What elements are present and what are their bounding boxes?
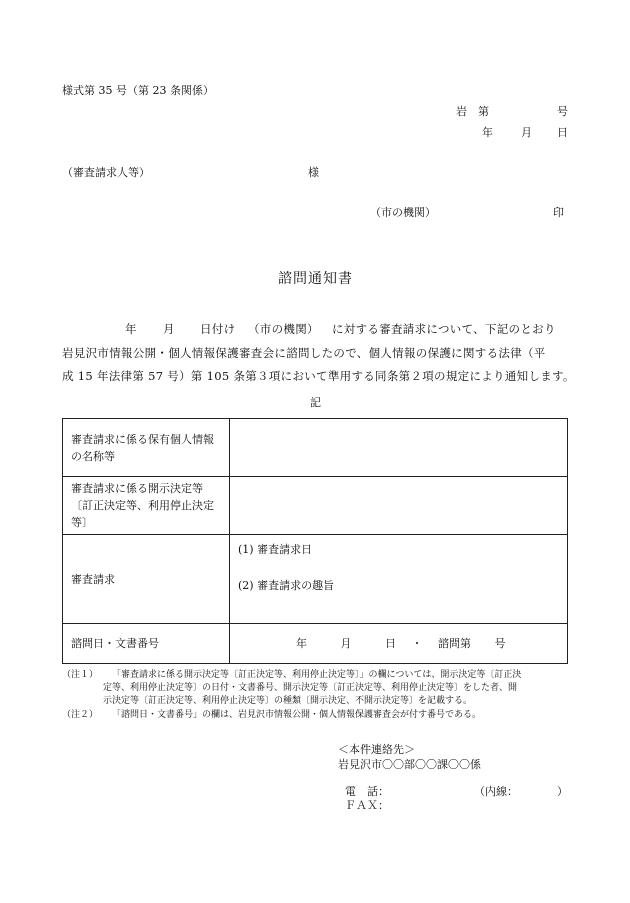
row-value-info-name [230,419,568,477]
contact-extension-label: （内線： [474,785,518,798]
ki-heading: 記 [310,396,321,409]
table-row [63,535,568,624]
request-date-item: (1) 審査請求日 [238,543,313,556]
contact-department: 岩見沢市〇〇部〇〇課〇〇係 [338,758,481,771]
body-line1-rest: に対する審査請求について、下記のとおり [332,322,556,336]
table-row [63,477,568,535]
doc-number-prefix: 岩 第 [456,105,489,118]
date-day: 日 [557,126,568,139]
inquiry-month: 月 [340,637,352,650]
row-value-disclosure-decision [230,477,568,535]
page-title: 諮問通知書 [278,271,353,287]
contact-heading: ＜本件連絡先＞ [338,743,415,756]
addressee-name: （審査請求人等） [62,166,150,179]
row-label-info-name: 審査請求に係る保有個人情報の名称等 [63,419,230,477]
note2-tag: （注２） [62,710,99,720]
body-line2: 岩見沢市情報公開・個人情報保護審査会に諮問したので、個人情報の保護に関する法律（平 [62,346,546,360]
date-month: 月 [521,126,532,139]
body-month: 月 [163,322,175,336]
doc-number-suffix: 号 [557,105,568,118]
row-label-disclosure-decision: 審査請求に係る開示決定等〔訂正決定等、利用停止決定等〕 [63,477,230,535]
table-row [63,419,568,477]
note2-text: 「諮問日・文書番号」の欄は、岩見沢市情報公開・個人情報保護審査会が付す番号である。 [112,710,482,720]
row-value-inquiry-date [230,624,568,664]
body-year: 年 [125,322,137,336]
note1-line3: 示決定等〔訂正決定等、利用停止決定等〕の種類〔開示決定、不開示決定等〕を記載する。 [103,696,473,706]
body-line3: 成 15 年法律第 57 号）第 105 条第３項において準用する同条第２項の規定により通知します。 [62,369,575,383]
date-year: 年 [482,126,493,139]
row-label-request: 審査請求 [63,535,230,624]
inquiry-year: 年 [296,637,307,650]
note1-tag: （注１） [62,670,99,680]
contact-fax-label: ＦＡＸ： [345,799,389,812]
form-number: 様式第 35 号（第 23 条関係） [62,84,214,97]
row-value-request [230,535,568,624]
body-organ: （市の機関） [248,322,319,336]
request-table [62,418,568,664]
note1-line2: 定等、利用停止決定等〕の日付・文書番号、開示決定等〔訂正決定等、利用停止決定等〕をした者、開 [103,683,518,693]
body-date: 日付け [200,322,236,336]
addressee-honorific: 様 [308,166,319,179]
inquiry-number-label: 諮問第 [438,637,471,650]
contact-extension-close: ） [557,785,568,798]
contact-phone-label: 電 話： [345,785,389,798]
inquiry-day: 日 [385,637,396,650]
inquiry-separator: ・ [411,637,423,650]
note1-line1: 「審査請求に係る開示決定等〔訂正決定等、利用停止決定等〕」の欄については、開示決定等〔訂正決 [112,670,522,680]
table-row [63,624,568,664]
sender-organ: （市の機関） [370,206,436,219]
sender-seal: 印 [553,206,564,219]
inquiry-number-suffix: 号 [494,637,506,650]
row-label-inquiry-date: 諮問日・文書番号 [63,624,230,664]
request-purpose-item: (2) 審査請求の趣旨 [238,579,335,592]
